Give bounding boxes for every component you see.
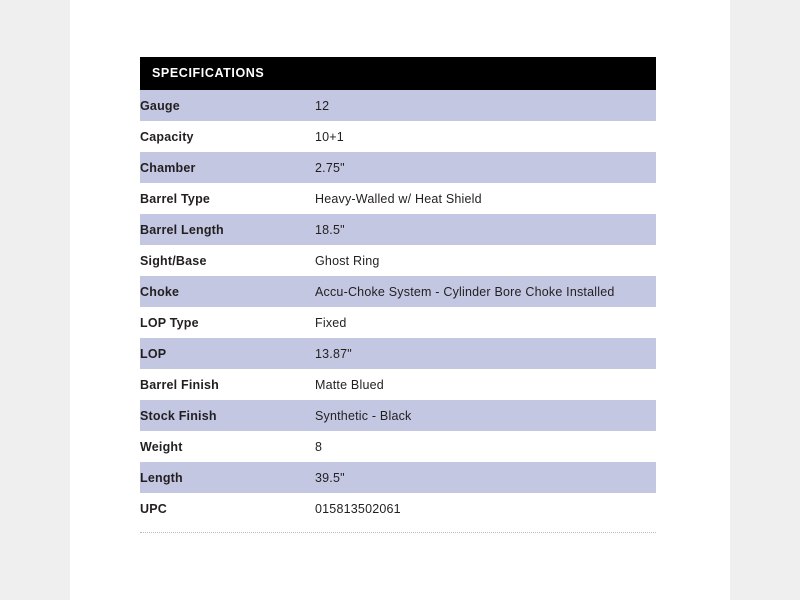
spec-value: 10+1 [315,121,656,152]
spec-label: Barrel Finish [140,369,315,400]
table-row [140,462,656,493]
table-row [140,245,656,276]
specifications-header: SPECIFICATIONS [140,57,656,90]
spec-label: Sight/Base [140,245,315,276]
specifications-divider [140,524,656,533]
spec-label: Length [140,462,315,493]
table-row [140,276,656,307]
spec-label: Barrel Length [140,214,315,245]
spec-value: Ghost Ring [315,245,656,276]
table-row [140,183,656,214]
spec-value: Fixed [315,307,656,338]
table-row [140,338,656,369]
table-row [140,369,656,400]
spec-value: Synthetic - Black [315,400,656,431]
table-row [140,152,656,183]
table-row [140,307,656,338]
spec-label: Capacity [140,121,315,152]
spec-value: 8 [315,431,656,462]
spec-label: UPC [140,493,315,524]
spec-value: 18.5" [315,214,656,245]
spec-value: Heavy-Walled w/ Heat Shield [315,183,656,214]
table-row [140,214,656,245]
table-row [140,121,656,152]
spec-label: Choke [140,276,315,307]
specifications-panel [140,57,656,533]
spec-label: Stock Finish [140,400,315,431]
spec-value: 39.5" [315,462,656,493]
table-row [140,431,656,462]
spec-label: Gauge [140,90,315,121]
spec-label: LOP Type [140,307,315,338]
spec-label: LOP [140,338,315,369]
table-row [140,400,656,431]
spec-value: 13.87" [315,338,656,369]
spec-value: Accu-Choke System - Cylinder Bore Choke Installed [315,276,656,307]
spec-label: Chamber [140,152,315,183]
spec-value: Matte Blued [315,369,656,400]
spec-label: Barrel Type [140,183,315,214]
document-page [70,0,730,600]
table-row [140,493,656,524]
specifications-table-body [140,90,656,524]
spec-value: 015813502061 [315,493,656,524]
spec-value: 12 [315,90,656,121]
spec-label: Weight [140,431,315,462]
spec-value: 2.75" [315,152,656,183]
specifications-table [140,90,656,524]
table-row [140,90,656,121]
